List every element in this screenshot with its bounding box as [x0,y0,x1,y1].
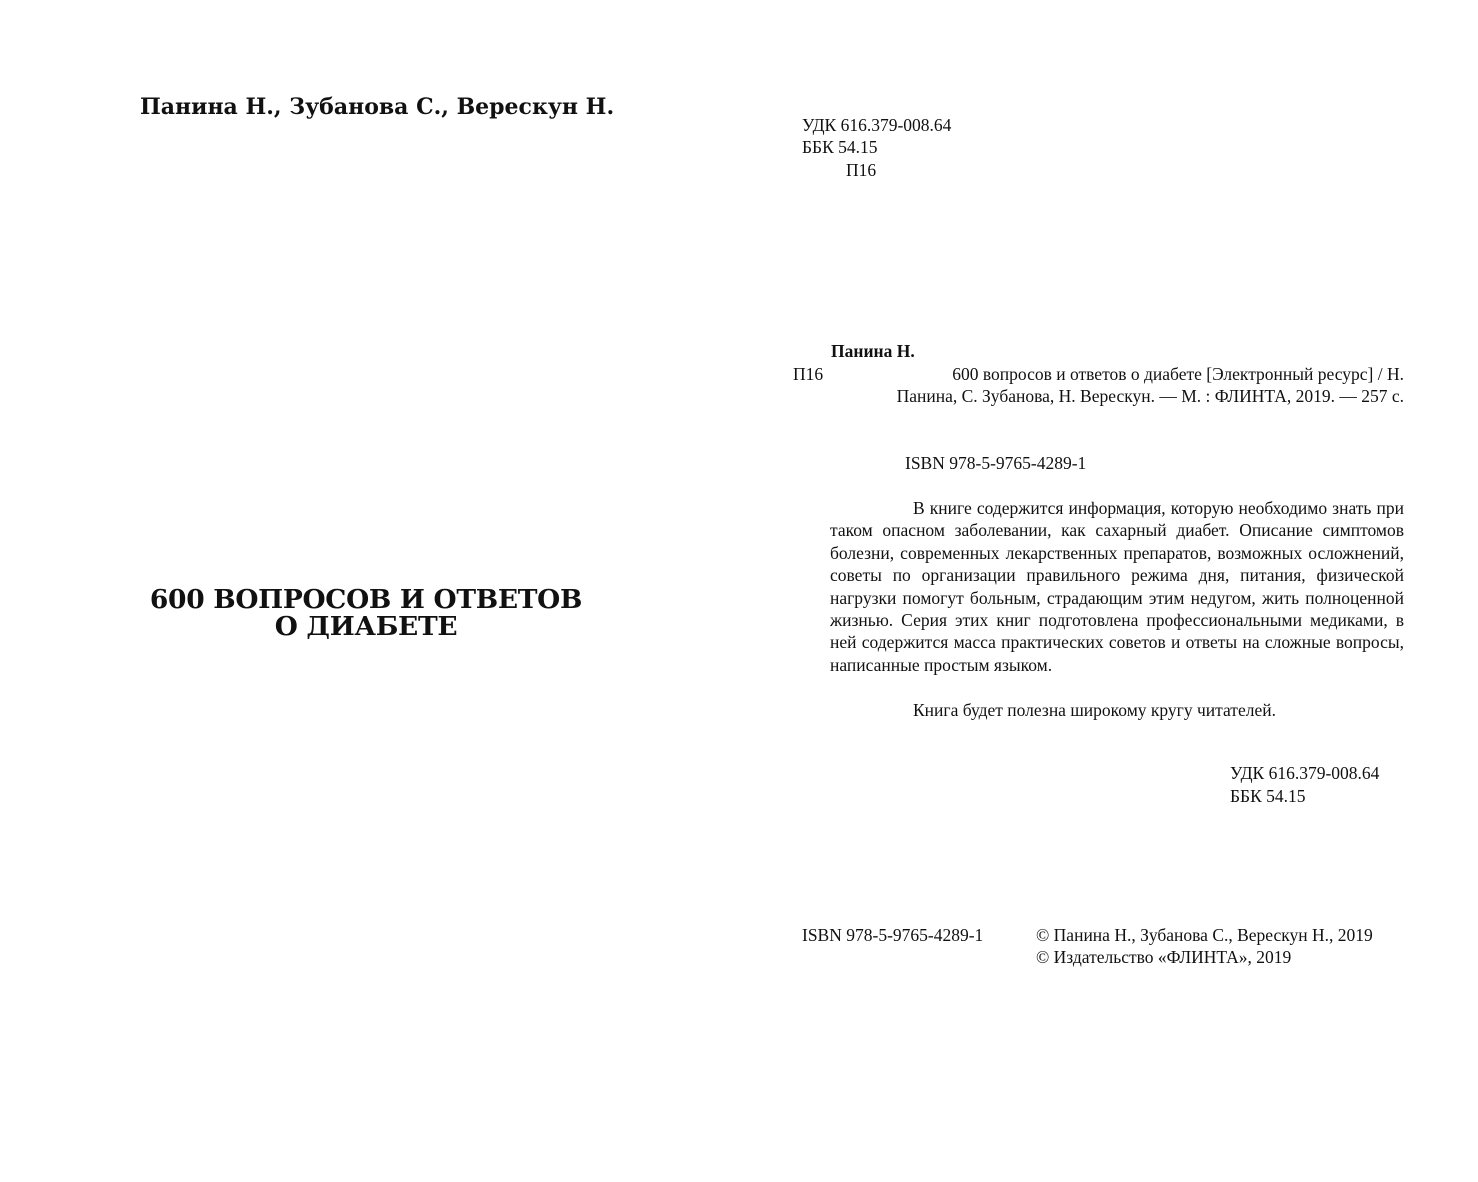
book-title-line-1: 600 ВОПРОСОВ И ОТВЕТОВ [149,584,583,615]
book-title-line-2: О ДИАБЕТЕ [274,611,458,642]
copyright-authors: © Панина Н., Зубанова С., Верескун Н., 2019 [1036,925,1373,945]
bbk-record: ББК 54.15 [1230,786,1306,806]
footer-isbn: ISBN 978-5-9765-4289-1 [802,925,984,945]
copyright-block [1036,924,1373,969]
annotation-paragraph-1: В книге содержится информация, которую необходимо знать при таком опасном заболевании, как сахарный диабет. Описание симптомов болезни, современных лекарственных препаратов, возможных осложнений, советы по организации правильного режима дня, питания, физической нагрузки помогут больным, страдающим этим недугом, жить полноценной жизнью. Серия этих книг подготовлена профессиональными медиками, в ней содержится масса практических советов и ответы на сложные вопросы, написанные простым языком. [830,498,1404,675]
udk-top: УДК 616.379-008.64 [802,115,952,135]
author-code-top: П16 [846,160,877,180]
book-title [120,586,612,640]
authors-heading: Панина Н., Зубанова С., Верескун Н. [140,94,615,120]
record-isbn: ISBN 978-5-9765-4289-1 [905,453,1087,473]
record-author-code: П16 [793,364,824,384]
record-description-line-2: Панина, С. Зубанова, Н. Верескун. — М. : ФЛИНТА, 2019. — 257 с. [896,386,1404,406]
copyright-publisher: © Издательство «ФЛИНТА», 2019 [1036,947,1292,968]
annotation-paragraph-2: Книга будет полезна широкому кругу читателей. [913,700,1276,720]
udk-record: УДК 616.379-008.64 [1230,763,1380,783]
record-description-line-1: 600 вопросов и ответов о диабете [Электронный ресурс] / Н. [952,364,1404,384]
bbk-top: ББК 54.15 [802,137,878,157]
record-author: Панина Н. [831,341,915,361]
